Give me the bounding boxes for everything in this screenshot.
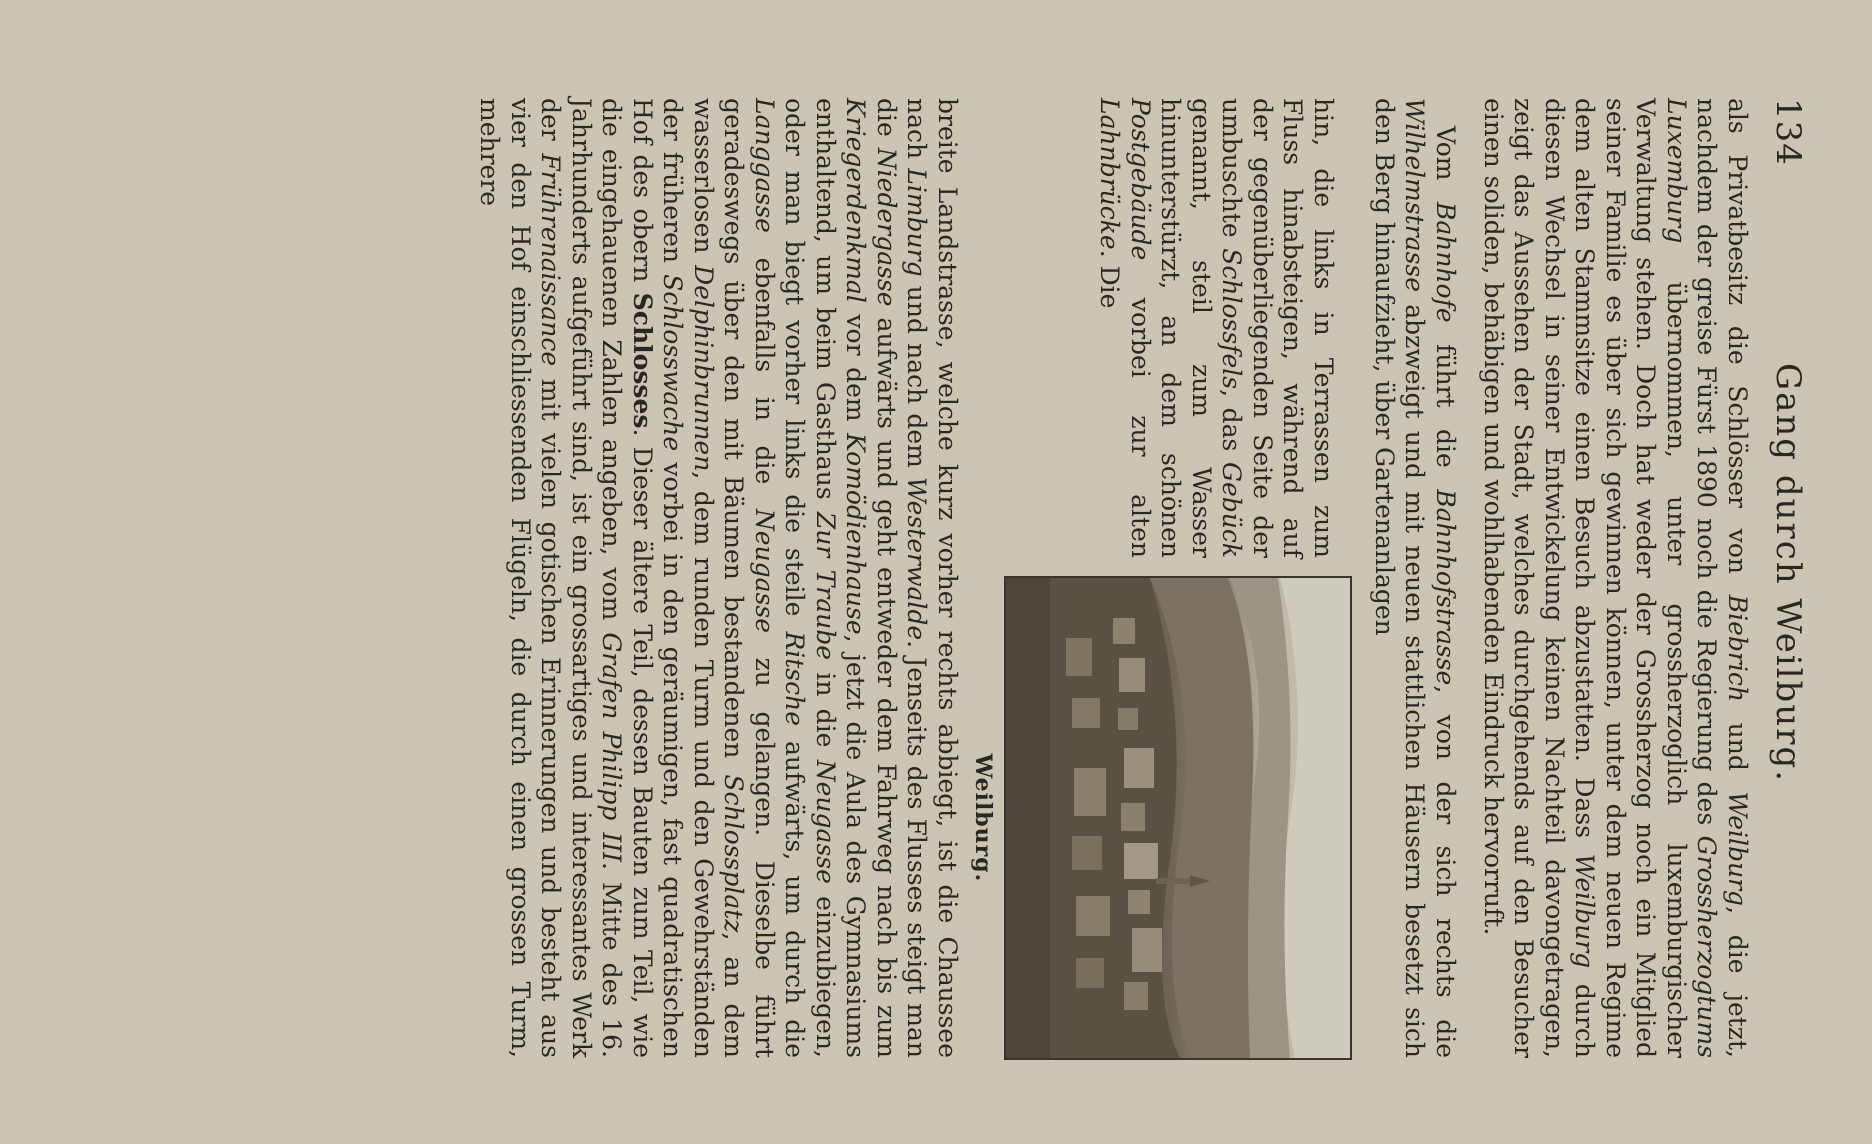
paragraph-2: Vom Bahnhofe führt die Bahnhofstrasse, von der sich rechts die Wilhelmstrasse abzweigt und mit neuen stattlichen Häusern besetzt sich den Berg hinaufzieht, über Gartenanlagen: [1370, 98, 1460, 1058]
town-view-illustration: [1006, 578, 1350, 1058]
paragraph-1: als Privatbesitz die Schlösser von Biebrich und Weilburg, die jetzt, nachdem der greise Fürst 1890 noch die Regierung des Grossherzogtums Luxemburg übernommen, unter grossherzoglich luxemburgischer Verwaltung stehen. Doch hat weder der Grossherzog noch ein Mitglied seiner Familie es über sich gewinnen können, unter dem neuen Regime dem alten Stammsitze einen Besuch abzustatten. Dass Weilburg durch diesen Wechsel in seiner Entwickelung keinen Nachteil davongetragen, zeigt das Aussehen der Stadt, welches durchgehends auf den Besucher einen soliden, behäbigen und wohlhabenden Eindruck hervorruft.: [1479, 98, 1752, 1059]
figure-weilburg: [962, 576, 1352, 1060]
running-title: Gang durch Weilburg.: [1768, 362, 1808, 784]
page-number: 134: [1768, 98, 1808, 166]
figure-caption: Weilburg.: [970, 753, 996, 883]
paragraph-3-narrow-column: hin, die links in Terrassen zum Fluss hinabsteigen, während auf der gegenüberliegenden Seite der umbuschte Schlossfels, das Gebück genannt, steil zum Wasser hinunterstürzt, an dem schönen Postgebäude vorbei zur alten Lahnbrücke. Die: [1095, 98, 1338, 558]
book-page: [0, 22, 1872, 1122]
page-header: [1758, 98, 1808, 1048]
town-photograph: [1004, 576, 1352, 1060]
paragraph-4: breite Landstrasse, welche kurz vorher rechts abbiegt, ist die Chaussee nach Limburg und nach dem Westerwalde. Jenseits des Flusses steigt man die Niedergasse aufwärts und geht entweder dem Fahrweg nach bis zum Kriegerdenkmal vor dem Komödienhause, jetzt die Aula des Gymnasiums enthaltend, um beim Gasthaus Zur Traube in die Neugasse einzubiegen, oder man biegt vorher links die steile Ritsche aufwärts, um durch die Langgasse ebenfalls in die Neugasse zu gelangen. Dieselbe führt geradeswegs über den mit Bäumen bestandenen Schlossplatz, an dem wasserlosen Delphinbrunnen, dem runden Turm und den Gewehrständen der früheren Schlosswache vorbei in den geräumigen, fast quadratischen Hof des obern Schlosses. Dieser ältere Teil, dessen Bauten zum Teil, wie die eingehauenen Zahlen angeben, vom Grafen Philipp III. Mitte des 16. Jahrhunderts aufgeführt sind, ist ein grossartiges und interessantes Werk der Frührenaissance mit vielen gotischen Erinnerungen und besteht aus vier den Hof einschliessenden Flügeln, die durch einen grossen Turm, mehrere: [475, 98, 962, 1059]
